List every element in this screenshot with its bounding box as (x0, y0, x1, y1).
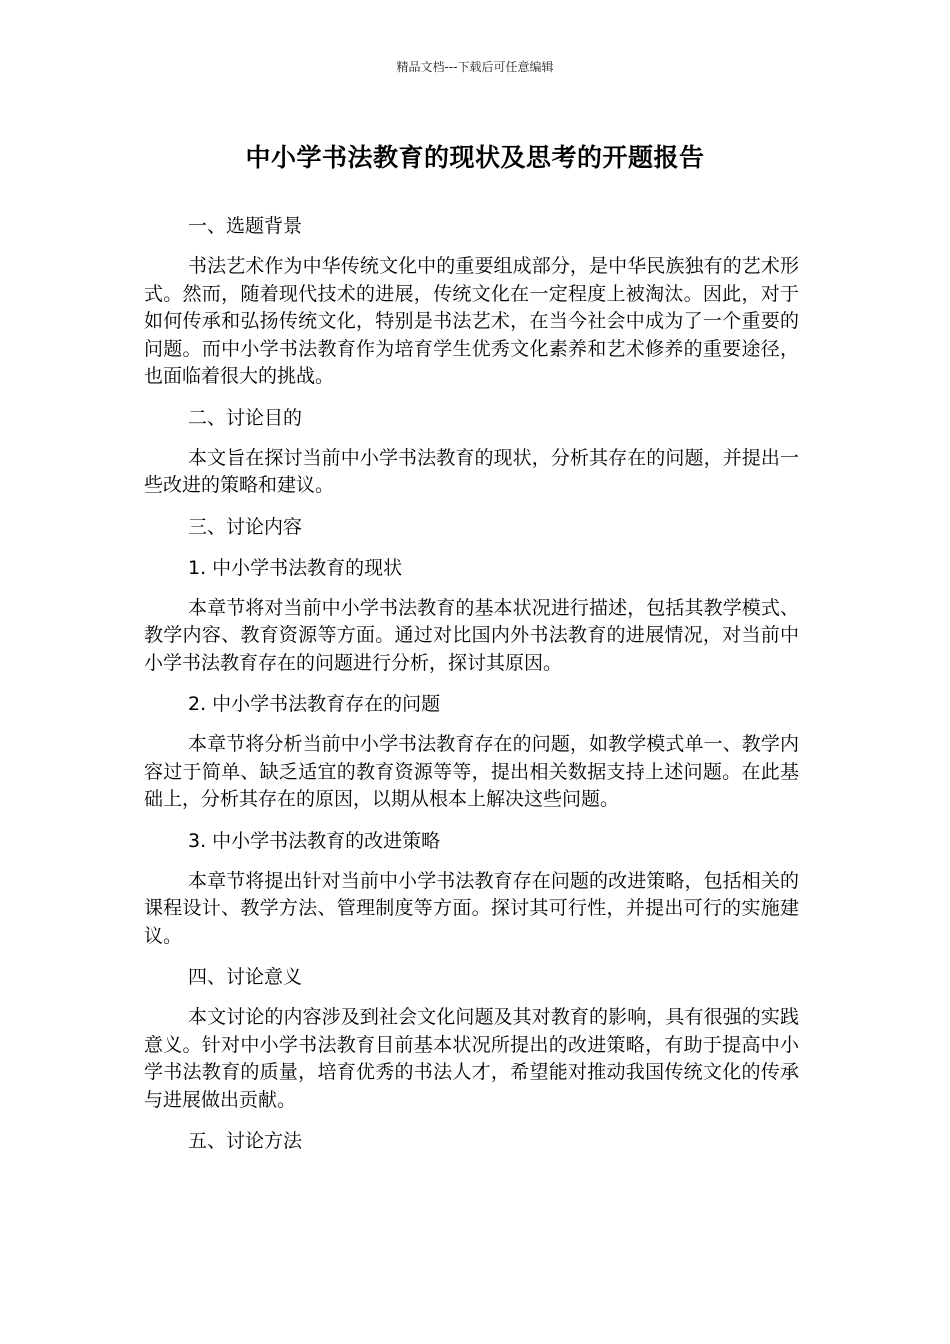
document-title: 中小学书法教育的现状及思考的开题报告 (245, 143, 705, 172)
paragraph-purpose: 本文旨在探讨当前中小学书法教育的现状，分析其存在的问题，并提出一些改进的策略和建议。 (144, 446, 799, 496)
document-body (144, 212, 799, 1168)
section-heading-purpose: 二、讨论目的 (188, 406, 303, 429)
subsection-heading-strategies: 3. 中小学书法教育的改进策略 (188, 829, 441, 852)
section-heading-content: 三、讨论内容 (188, 515, 303, 538)
section-heading-significance: 四、讨论意义 (188, 966, 303, 988)
section-heading-background: 一、选题背景 (188, 215, 303, 237)
paragraph-problems: 本章节将分析当前中小学书法教育存在的问题，如教学模式单一、教学内容过于简单、缺乏适宜的教育资源等等，提出相关数据支持上述问题。在此基础上，分析其存在的原因，以期从根本上解决这些问题。 (144, 733, 799, 810)
paragraph-significance: 本文讨论的内容涉及到社会文化问题及其对教育的影响，具有很强的实践意义。针对中小学书法教育目前基本状况所提出的改进策略，有助于提高中小学书法教育的质量，培育优秀的书法人才，希望能对推动我国传统文化的传承与进展做出贡献。 (144, 1006, 799, 1111)
paragraph-strategies: 本章节将提出针对当前中小学书法教育存在问题的改进策略，包括相关的课程设计、教学方法、管理制度等方面。探讨其可行性，并提出可行的实施建议。 (144, 869, 799, 947)
subsection-heading-status: 1. 中小学书法教育的现状 (188, 556, 403, 579)
header-note: 精品文档---下载后可任意编辑 (396, 60, 554, 74)
paragraph-background: 书法艺术作为中华传统文化中的重要组成部分，是中华民族独有的艺术形式。然而，随着现代技术的进展，传统文化在一定程度上被淘汰。因此，对于如何传承和弘扬传统文化，特别是书法艺术，在当今社会中成为了一个重要的问题。而中小学书法教育作为培育学生优秀文化素养和艺术修养的重要途径，也面临着很大的挑战。 (144, 255, 799, 387)
subsection-heading-problems: 2. 中小学书法教育存在的问题 (188, 693, 441, 715)
paragraph-status: 本章节将对当前中小学书法教育的基本状况进行描述，包括其教学模式、教学内容、教育资源等方面。通过对比国内外书法教育的进展情况，对当前中小学书法教育存在的问题进行分析，探讨其原因。 (144, 596, 799, 674)
section-heading-methods: 五、讨论方法 (188, 1130, 303, 1152)
